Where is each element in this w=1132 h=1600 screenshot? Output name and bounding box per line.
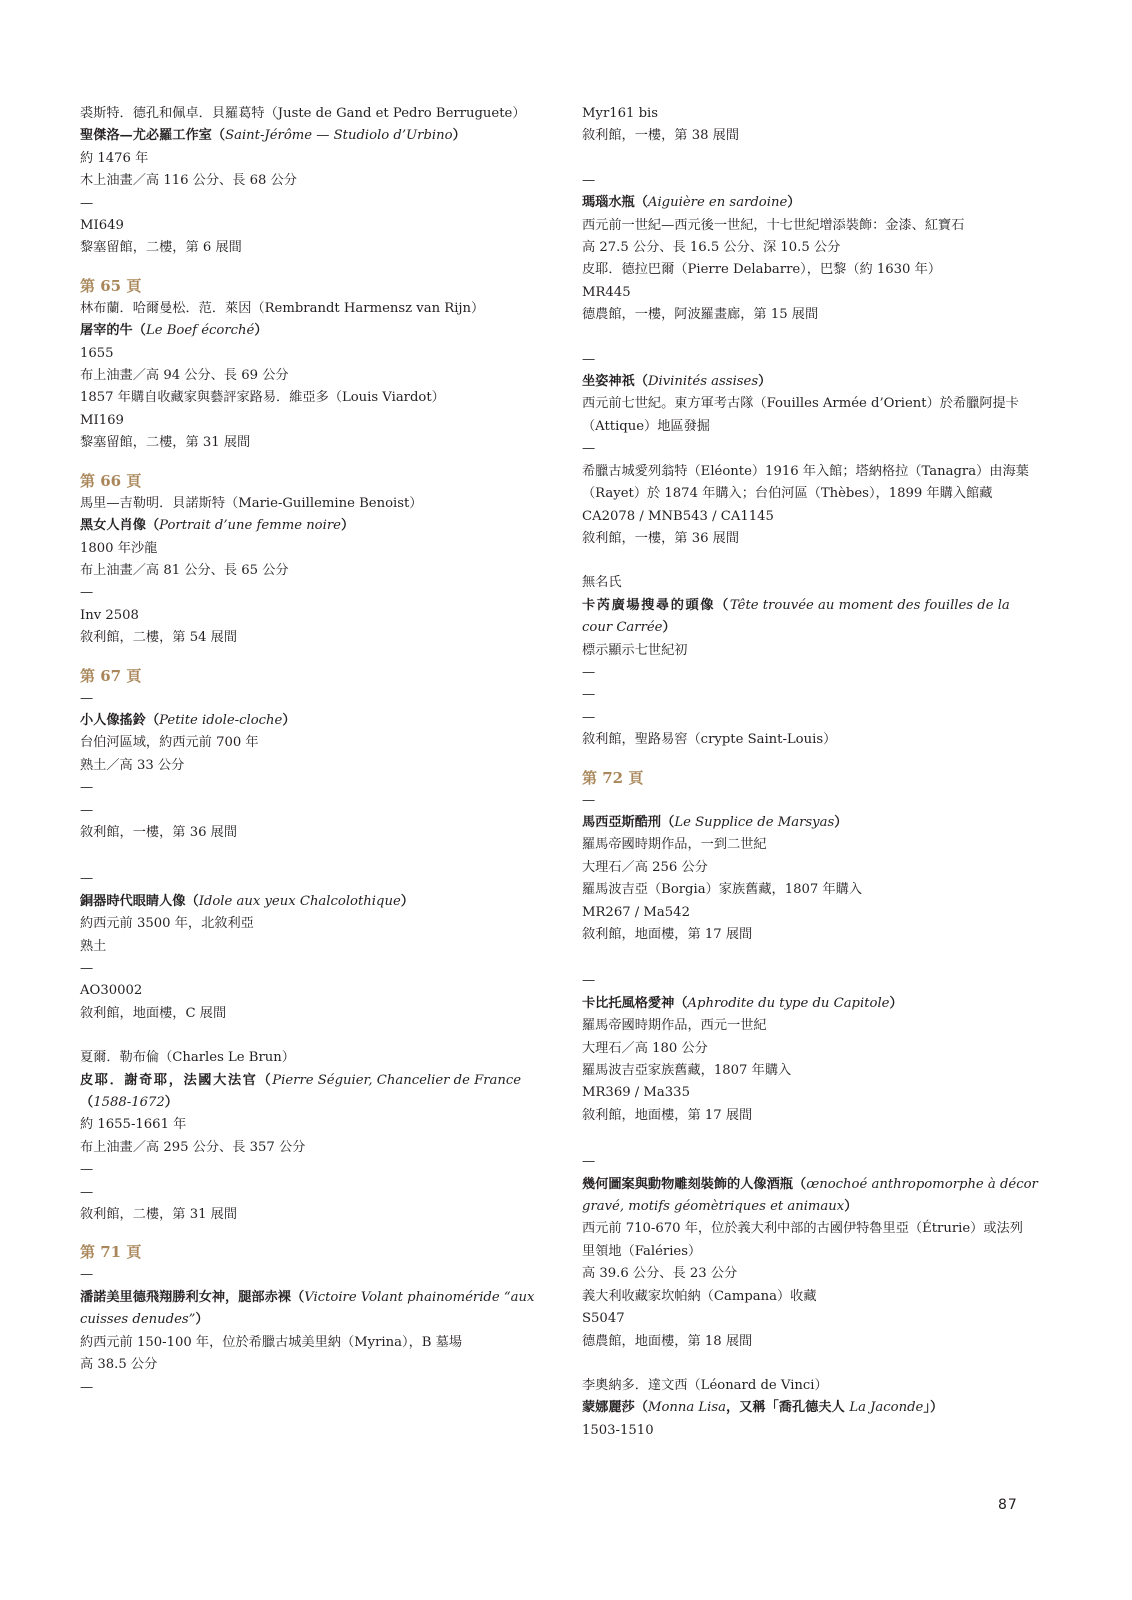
artwork-title: 黑女人肖像（Portrait d’une femme noire） <box>80 518 355 534</box>
artwork-title-continued: （1588-1672） <box>80 1095 178 1111</box>
date-line: 約 1476 年 <box>80 150 149 166</box>
inventory-number: MR267 / Ma542 <box>582 904 690 920</box>
location-line: 德農館，一樓，阿波羅畫廊，第 15 展間 <box>582 307 819 323</box>
dash-line: — <box>582 441 596 457</box>
inventory-number: Myr161 bis <box>582 106 659 121</box>
location-line: 敘利館，一樓，第 36 展間 <box>80 824 238 840</box>
artwork-title: 卡比托風格愛神（Aphrodite du type du Capitole） <box>582 995 903 1011</box>
artist-line: 林布蘭．哈爾曼松．范．萊因（Rembrandt Harmensz van Rijn） <box>80 300 485 316</box>
date-line: 1800 年沙龍 <box>80 540 158 556</box>
dash-line: — <box>80 961 94 976</box>
location-line: 德農館，地面樓，第 18 展間 <box>582 1333 753 1349</box>
inventory-number: CA2078 / MNB543 / CA1145 <box>582 508 774 524</box>
medium-line: 大理石／高 180 公分 <box>582 1040 708 1056</box>
medium-line: 高 39.6 公分、長 23 公分 <box>582 1266 738 1282</box>
dash-line: — <box>80 195 94 211</box>
medium-line: 高 38.5 公分 <box>80 1357 158 1373</box>
description-line: 西元前七世紀。東方軍考古隊（Fouilles Armée d’Orient）於希臘阿提卡 <box>582 396 1019 412</box>
date-line: 羅馬帝國時期作品，西元一世紀 <box>582 1018 767 1034</box>
date-line: 1503-1510 <box>582 1422 654 1438</box>
artwork-title: 潘諾美里德飛翔勝利女神，腿部赤裸（Victoire Volant phainoméride “aux cuisses denudes”） <box>80 1289 535 1328</box>
medium-line: 木上油畫／高 116 公分、長 68 公分 <box>80 173 297 189</box>
date-line: 約西元前 150-100 年，位於希臘古城美里納（Myrina），B 墓場 <box>80 1334 463 1350</box>
right-column <box>582 103 1042 1442</box>
artist-line: 裘斯特．德孔和佩卓．貝羅葛特（Juste de Gand et Pedro Berruguete） <box>80 106 526 121</box>
page-heading-65: 第 65 頁 <box>80 276 142 295</box>
provenance-line: （Rayet）於 1874 年購入；台伯河區（Thèbes），1899 年購入館藏 <box>582 486 993 502</box>
artwork-title: 銅器時代眼睛人像（Idole aux yeux Chalcolothique） <box>80 893 414 909</box>
date-line: 約 1655-1661 年 <box>80 1117 187 1133</box>
location-line: 敘利館，地面樓，C 展間 <box>80 1005 227 1021</box>
dash-line: — <box>582 687 596 703</box>
location-line: 敘利館，二樓，第 31 展間 <box>80 1207 238 1223</box>
medium-line: 布上油畫／高 295 公分、長 357 公分 <box>80 1139 306 1155</box>
inventory-number: MI649 <box>80 218 124 234</box>
location-line: 敘利館，二樓，第 54 展間 <box>80 630 238 646</box>
dash-line: — <box>80 585 94 601</box>
artwork-title: 屠宰的牛（Le Boef écorché） <box>80 323 268 339</box>
page-heading-72: 第 72 頁 <box>582 768 644 787</box>
dash-line: — <box>80 871 94 887</box>
provenance-line: 羅馬波吉亞（Borgia）家族舊藏，1807 年購入 <box>582 882 863 898</box>
inventory-number: MR445 <box>582 284 631 300</box>
dash-line: — <box>80 690 94 706</box>
inventory-number: AO30002 <box>80 983 143 999</box>
dash-line: — <box>80 780 94 796</box>
location-line: 敘利館，地面樓，第 17 展間 <box>582 1107 753 1123</box>
dash-line: — <box>80 1379 94 1395</box>
inventory-number: S5047 <box>582 1311 625 1327</box>
provenance-line: 1857 年購自收藏家與藝評家路易．維亞多（Louis Viardot） <box>80 390 445 406</box>
medium-line: 布上油畫／高 81 公分、長 65 公分 <box>80 562 289 578</box>
inventory-number: MR369 / Ma335 <box>582 1085 690 1101</box>
date-line: 里領地（Faléries） <box>582 1243 702 1259</box>
dash-line: — <box>582 1154 596 1170</box>
dash-line: — <box>582 973 596 989</box>
page-heading-67: 第 67 頁 <box>80 666 142 685</box>
date-line: 1655 <box>80 345 114 361</box>
artwork-title: 聖傑洛—尤必羅工作室（Saint-Jérôme — Studiolo d’Urbino） <box>80 128 466 144</box>
artist-line: 馬里—吉勒明．貝諾斯特（Marie-Guillemine Benoist） <box>80 495 423 511</box>
medium-line: 熟土 <box>80 938 107 954</box>
page-heading-66: 第 66 頁 <box>80 471 142 490</box>
artwork-title: 馬西亞斯酷刑（Le Supplice de Marsyas） <box>582 814 848 830</box>
provenance-line: 希臘古城愛列翁特（Eléonte）1916 年入館；塔納格拉（Tanagra）由海葉 <box>582 463 1029 479</box>
inventory-number: MI169 <box>80 412 124 428</box>
medium-line: 大理石／高 256 公分 <box>582 859 708 875</box>
provenance-line: 義大利收藏家坎帕納（Campana）收藏 <box>582 1288 817 1304</box>
artwork-title: 皮耶．謝奇耶，法國大法官（Pierre Séguier, Chancelier de France <box>80 1072 522 1088</box>
left-column <box>80 103 540 1399</box>
date-line: 西元前一世紀—西元後一世紀，十七世紀增添裝飾：金漆、紅寶石 <box>582 217 965 233</box>
medium-line: 熟土／高 33 公分 <box>80 757 185 773</box>
artist-line: 李奧納多．達文西（Léonard de Vinci） <box>582 1377 828 1393</box>
dash-line: — <box>582 792 596 808</box>
medium-line: 高 27.5 公分、長 16.5 公分、深 10.5 公分 <box>582 240 841 256</box>
location-line: 敘利館，聖路易窖（crypte Saint-Louis） <box>582 732 837 748</box>
artist-line: 無名氏 <box>582 575 622 591</box>
location-line: 敘利館，一樓，第 36 展間 <box>582 530 740 546</box>
description-line: （Attique）地區發掘 <box>582 418 710 434</box>
inventory-number: Inv 2508 <box>80 607 139 623</box>
artist-line: 皮耶．德拉巴爾（Pierre Delabarre），巴黎（約 1630 年） <box>582 262 942 278</box>
dash-line: — <box>582 172 596 188</box>
location-line: 敘利館，一樓，第 38 展間 <box>582 128 740 144</box>
dash-line: — <box>80 1162 94 1178</box>
date-line: 羅馬帝國時期作品，一到二世紀 <box>582 837 767 853</box>
medium-line: 布上油畫／高 94 公分、長 69 公分 <box>80 368 289 384</box>
location-line: 黎塞留館，二樓，第 31 展間 <box>80 435 251 451</box>
dash-line: — <box>80 802 94 818</box>
page-number: 87 <box>998 1497 1018 1513</box>
dash-line: — <box>80 1267 94 1283</box>
date-line: 約西元前 3500 年，北敘利亞 <box>80 916 254 932</box>
artwork-title: 蒙娜麗莎（Monna Lisa，又稱「喬孔德夫人 La Jaconde」） <box>582 1400 944 1416</box>
dash-line: — <box>582 709 596 725</box>
artwork-title: 卡芮廣場搜尋的頭像（Tête trouvée au moment des fouilles de la cour Carrée） <box>582 597 1010 636</box>
artwork-title: 坐姿神祇（Divinités assises） <box>582 374 772 390</box>
date-line: 西元前 710-670 年，位於義大利中部的古國伊特魯里亞（Étrurie）或法列 <box>582 1221 1023 1237</box>
provenance-line: 羅馬波吉亞家族舊藏，1807 年購入 <box>582 1063 792 1079</box>
artist-line: 夏爾．勒布倫（Charles Le Brun） <box>80 1050 295 1066</box>
dash-line: — <box>582 664 596 680</box>
date-line: 台伯河區域，約西元前 700 年 <box>80 735 259 751</box>
dash-line: — <box>582 351 596 367</box>
artwork-title: 小人像搖鈴（Petite idole-cloche） <box>80 712 296 728</box>
date-line: 標示顯示七世紀初 <box>582 642 688 658</box>
artwork-title: 幾何圖案與動物雕刻裝飾的人像酒瓶（œnochoé anthropomorphe à décor gravé, motifs géomètriques et animaux） <box>582 1176 1038 1215</box>
location-line: 黎塞留館，二樓，第 6 展間 <box>80 240 242 256</box>
artwork-title: 瑪瑙水瓶（Aiguière en sardoine） <box>582 195 801 211</box>
dash-line: — <box>80 1184 94 1200</box>
location-line: 敘利館，地面樓，第 17 展間 <box>582 927 753 942</box>
page-heading-71: 第 71 頁 <box>80 1243 142 1262</box>
